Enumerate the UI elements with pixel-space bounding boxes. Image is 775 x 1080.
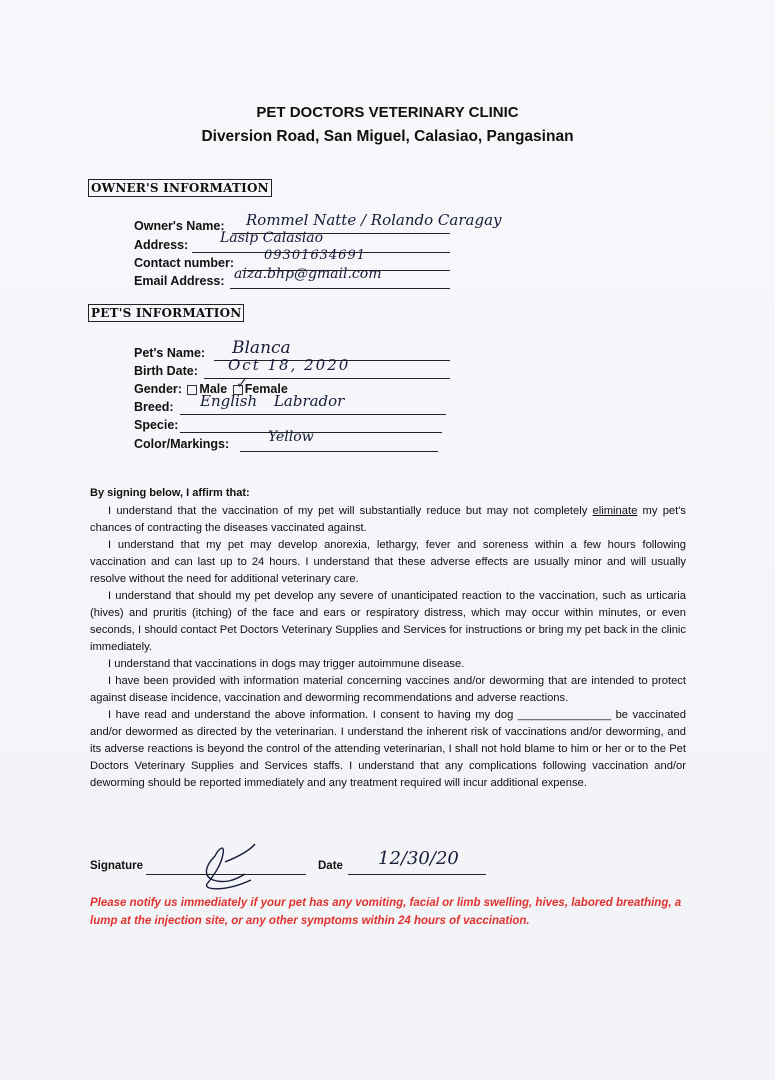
owner-email-label: Email Address: [134,274,225,288]
owner-address-label: Address: [134,238,189,252]
affirm-paragraph-3: I understand that should my pet develop any severe of unanticipated reaction to the vaccination, such as urticaria (hives) and pruritis (itching) of the face and ears or respiratory distress, which may occur within minutes, or even seconds, I should contact Pet Doctors Veterinary Supplies and Services for instructions or bring my pet back in the clinic immediately. [90,590,686,653]
pet-color-value: Yellow [268,429,314,445]
affirm-paragraph-2: I understand that my pet may develop anorexia, lethargy, fever and soreness within a few hours following vaccination and can last up to 24 hours. I understand that these adverse effects are usually minor and will usually resolve without the need for additional veterinary care. [90,539,686,585]
affirm-paragraph-1: I understand that the vaccination of my pet will substantially reduce but may not completely eliminate my pet's chances of contracting the diseases vaccinated against. [90,505,686,534]
pet-birthdate-label: Birth Date: [134,364,198,378]
affirm-paragraph-5: I have been provided with information material concerning vaccines and/or deworming that are intended to protect against disease incidence, vaccination and deworming recommendations and adverse reactions. [90,675,686,704]
signature-row [90,860,143,872]
male-label: Male [199,382,228,396]
pet-birthdate-field[interactable] [134,356,454,380]
male-checkbox[interactable] [187,385,197,395]
owner-name-label: Owner's Name: [134,219,225,233]
pet-breed-field[interactable] [134,392,454,416]
checkmark-icon: ✓ [236,376,248,392]
pet-name-label: Pet's Name: [134,346,206,360]
clinic-address: Diversion Road, San Miguel, Calasiao, Pangasinan [201,128,574,145]
affirm-body [90,503,686,792]
affirm-heading: By signing below, I affirm that: [90,487,250,499]
owner-email-value: aiza.bhp@gmail.com [234,266,382,282]
female-label: Female [244,382,288,396]
pet-specie-label: Specie: [134,418,179,432]
pet-name-value: Blanca [232,338,291,358]
pet-color-label: Color/Markings: [134,437,230,451]
date-row [318,860,343,872]
handwritten-signature [195,836,285,896]
owner-name-value: Rommel Natte / Rolando Caragay [246,211,502,229]
affirm-paragraph-4: I understand that vaccinations in dogs may trigger autoimmune disease. [108,658,465,670]
owner-email-field[interactable] [134,266,454,290]
pet-section-title: PET'S INFORMATION [88,304,244,322]
date-label: Date [318,860,343,872]
owner-section-title: OWNER'S INFORMATION [88,179,272,197]
pet-color-field[interactable] [134,429,454,453]
signature-label: Signature [90,860,144,872]
date-value: 12/30/20 [378,848,459,869]
pet-gender-label: Gender: [134,382,182,396]
pet-breed-label: Breed: [134,400,174,414]
affirm-paragraph-6: I have read and understand the above information. I consent to having my dog _______________ be vaccinated and/or dewormed as directed by the veterinarian. I understand the inherent risk of vaccinations and/or deworming, and its adverse reactions is beyond the control of the attending veterinarian, I shall not hold blame to him or her or to the Pet Doctors Veterinary Supplies and Services staffs. I understand that any complications following vaccination and/or deworming should be reported immediately and any treatment required will incur additional expense. [90,709,686,789]
owner-contact-label: Contact number: [134,256,234,270]
owner-name-field[interactable] [134,211,534,235]
pet-breed-value: English Labrador [200,392,345,410]
owner-address-value: Lasip Calasiao [220,230,324,246]
owner-contact-value: 09301634691 [264,248,366,263]
pet-birthdate-value: Oct 18, 2020 [228,356,351,374]
notice-text: Please notify us immediately if your pet has any vomiting, facial or limb swelling, hives, labored breathing, a lump at the injection site, or any other symptoms within 24 hours of vaccination. [90,897,682,927]
clinic-name: PET DOCTORS VETERINARY CLINIC [256,104,519,121]
